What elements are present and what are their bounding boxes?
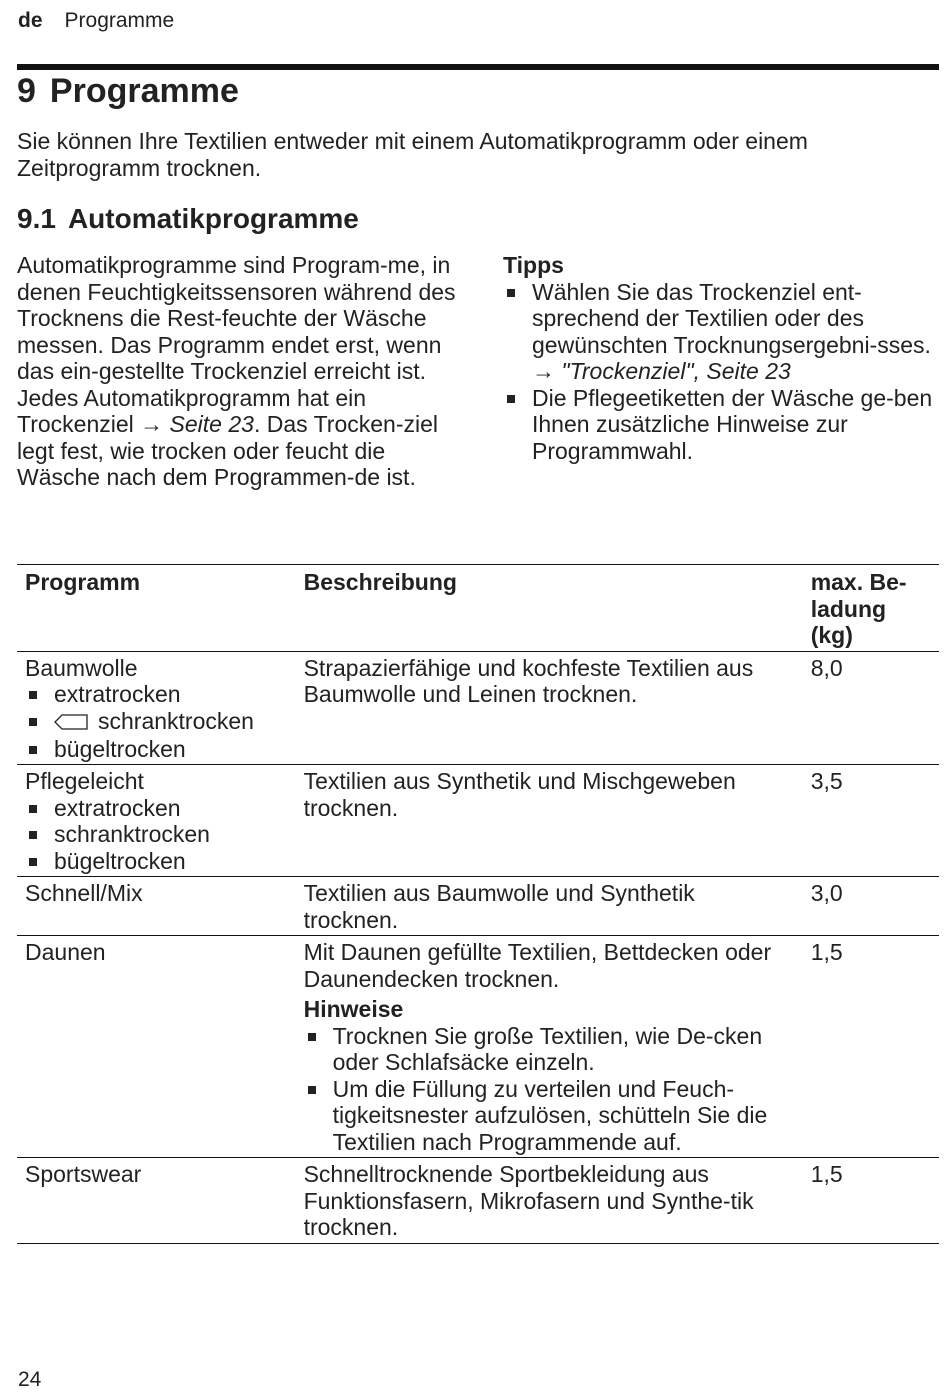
notes-title: Hinweise	[303, 996, 404, 1023]
program-name: Sportswear	[25, 1161, 142, 1188]
list-item	[25, 708, 288, 736]
tip-item	[503, 385, 943, 465]
tip-text: Wählen Sie das Trockenziel ent-sprechend der Textilien oder des gewünschten Trocknungsergebni-sses.	[532, 278, 931, 358]
max-load-cell: 1,5	[810, 939, 843, 966]
page-header	[18, 9, 174, 33]
arrow-icon: →	[532, 358, 555, 384]
list-item: bügeltrocken	[25, 736, 288, 763]
program-cell	[17, 877, 296, 936]
description-cell: Textilien aus Baumwolle und Synthetik trocknen.	[303, 880, 695, 933]
col-header-description: Beschreibung	[303, 569, 457, 595]
table-header-row	[17, 565, 939, 652]
chapter-title: Programme	[49, 72, 239, 110]
page-number: 24	[18, 1368, 42, 1391]
program-table	[17, 564, 939, 1244]
page-reference-link[interactable]: Seite 23	[169, 411, 254, 437]
tip-reference-link[interactable]: "Trockenziel", Seite 23	[561, 358, 791, 384]
section-number: 9.1	[17, 203, 56, 234]
cupboard-dry-icon	[54, 709, 88, 736]
table-row	[17, 1158, 939, 1244]
description-cell: Strapazierfähige und kochfeste Textilien aus Baumwolle und Leinen trocknen.	[303, 654, 754, 707]
program-cell	[17, 1158, 296, 1244]
tips-list	[503, 279, 943, 465]
program-name: Schnell/Mix	[25, 880, 143, 907]
header-rule	[17, 64, 939, 70]
tip-text: Die Pflegeetiketten der Wäsche ge-ben Ihnen zusätzliche Hinweise zur Programmwahl.	[532, 384, 933, 464]
list-item: Um die Füllung zu verteilen und Feuch-tigkeitsnester aufzulösen, schütteln Sie die Textilien nach Programmende auf.	[304, 1076, 795, 1156]
max-load-cell: 8,0	[810, 654, 843, 681]
max-load-cell: 3,5	[810, 768, 843, 795]
program-cell	[17, 765, 296, 877]
section-heading	[17, 203, 359, 235]
max-load-cell: 3,0	[810, 880, 843, 907]
list-item: schranktrocken	[25, 821, 288, 848]
table-row	[17, 877, 939, 936]
trockenziel-text: Jedes Automatikprogramm hat ein Trockenziel	[17, 384, 367, 437]
col-header-max-load: max. Be-ladung (kg)	[810, 569, 907, 648]
col-header-program: Programm	[25, 569, 141, 595]
header-section: Programme	[64, 9, 175, 32]
list-item-label: schranktrocken	[98, 707, 254, 734]
program-cell	[17, 651, 296, 765]
list-item: extratrocken	[25, 681, 288, 708]
description-cell	[296, 936, 803, 1158]
dry-level-list	[25, 795, 288, 875]
table-row	[17, 765, 939, 877]
list-item: bügeltrocken	[25, 848, 288, 875]
arrow-icon: →	[140, 411, 164, 437]
description-cell: Textilien aus Synthetik und Mischgeweben trocknen.	[303, 768, 736, 821]
max-load-cell: 1,5	[810, 1161, 843, 1188]
trockenziel-paragraph	[17, 385, 457, 491]
auto-program-paragraph: Automatikprogramme sind Program-me, in denen Feuchtigkeitssensoren während des Trocknens die Rest-feuchte der Wäsche messen. Das Programm endet erst, wenn das ein-gestellte Trockenziel erreicht ist.	[17, 252, 456, 384]
program-name: Baumwolle	[25, 654, 138, 681]
chapter-heading	[17, 72, 239, 111]
program-name: Daunen	[25, 939, 106, 966]
chapter-number: 9	[17, 72, 36, 110]
language-code: de	[18, 9, 43, 32]
trockenziel-text-end: . Das Trocken-ziel legt fest, wie trocken oder feucht die Wäsche nach dem Programmen-de ist.	[17, 411, 438, 490]
list-item: Trocknen Sie große Textilien, wie De-cken oder Schlafsäcke einzeln.	[304, 1023, 795, 1076]
program-name: Pflegeleicht	[25, 768, 144, 795]
section-title: Automatikprogramme	[67, 203, 359, 234]
description-cell: Schnelltrocknende Sportbekleidung aus Funktionsfasern, Mikrofasern und Synthe-tik trocknen.	[303, 1161, 754, 1241]
notes-list	[304, 1023, 795, 1156]
dry-level-list	[25, 681, 288, 762]
tips-title: Tipps	[503, 252, 564, 278]
description-text: Mit Daunen gefüllte Textilien, Bettdecken oder Daunendecken trocknen.	[303, 939, 772, 992]
tips-box	[503, 252, 943, 464]
table-row	[17, 936, 939, 1158]
list-item: extratrocken	[25, 795, 288, 822]
table-row	[17, 651, 939, 765]
left-column	[17, 252, 457, 491]
intro-text: Sie können Ihre Textilien entweder mit einem Automatikprogramm oder einem Zeitprogramm trocknen.	[17, 128, 808, 181]
program-cell	[17, 936, 296, 1158]
tip-item	[503, 279, 943, 385]
